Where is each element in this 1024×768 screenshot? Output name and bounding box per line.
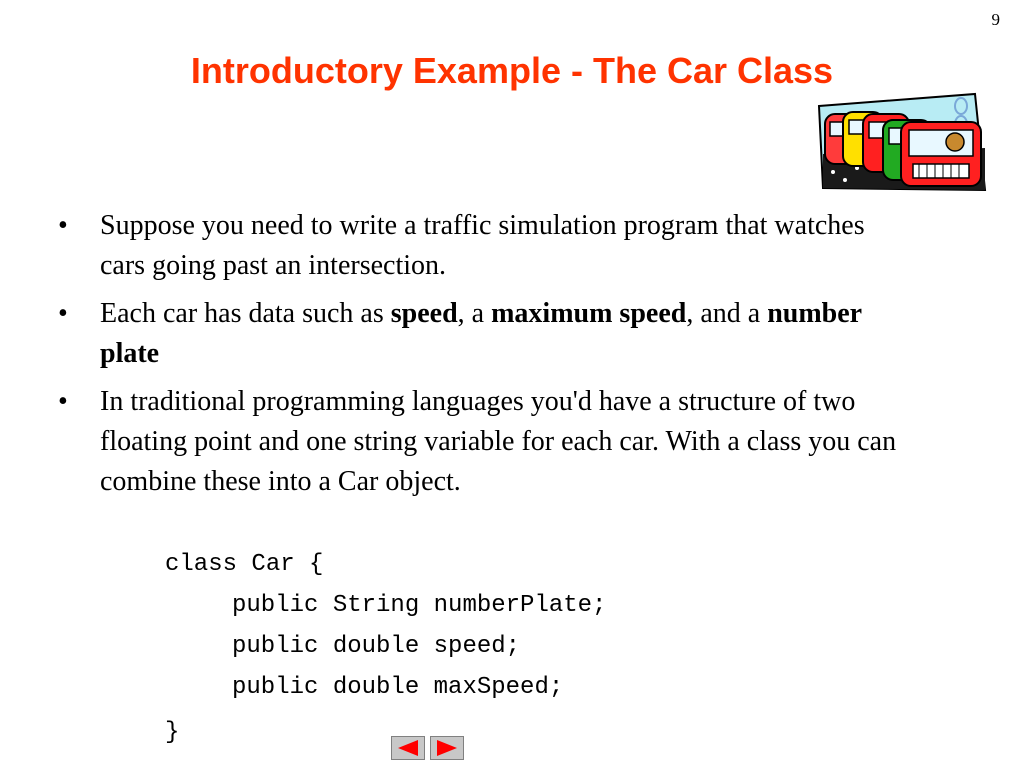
slide-title: Introductory Example - The Car Class [190, 50, 834, 91]
bullet-marker: • [58, 386, 68, 417]
bullet-bold-text: speed [390, 298, 458, 329]
next-arrow-icon [435, 739, 459, 757]
bullet-item [58, 294, 898, 374]
code-line: public double speed; [232, 633, 521, 660]
bullet-text: Suppose you need to write a traffic simulation program that watches cars going past an intersection. [100, 210, 865, 281]
slide-navigation [391, 736, 464, 760]
bullet-text: In traditional programming languages you'd have a structure of two floating point and one string variable for each car. With a class you can combine these into a Car object. [100, 386, 897, 497]
previous-arrow-icon [396, 739, 420, 757]
bullet-item [58, 382, 898, 502]
page-number: 9 [991, 10, 1000, 29]
bullet-bold-text: number plate [100, 298, 862, 369]
bullet-marker: • [58, 210, 68, 241]
next-slide-button[interactable] [430, 736, 464, 760]
bullet-list [58, 206, 898, 510]
bullet-item [58, 206, 898, 286]
code-line: public String numberPlate; [232, 592, 607, 619]
traffic-jam-cars-icon [815, 92, 987, 194]
bullet-marker: • [58, 298, 68, 329]
bullet-text: , a [457, 298, 492, 329]
bullet-bold-text: maximum speed [491, 298, 687, 329]
previous-slide-button[interactable] [391, 736, 425, 760]
bullet-text: , and a [686, 298, 768, 329]
code-line: class Car { [165, 551, 324, 578]
bullet-text: Each car has data such as [100, 298, 391, 329]
code-line: } [165, 719, 180, 746]
code-line: public double maxSpeed; [232, 674, 564, 701]
